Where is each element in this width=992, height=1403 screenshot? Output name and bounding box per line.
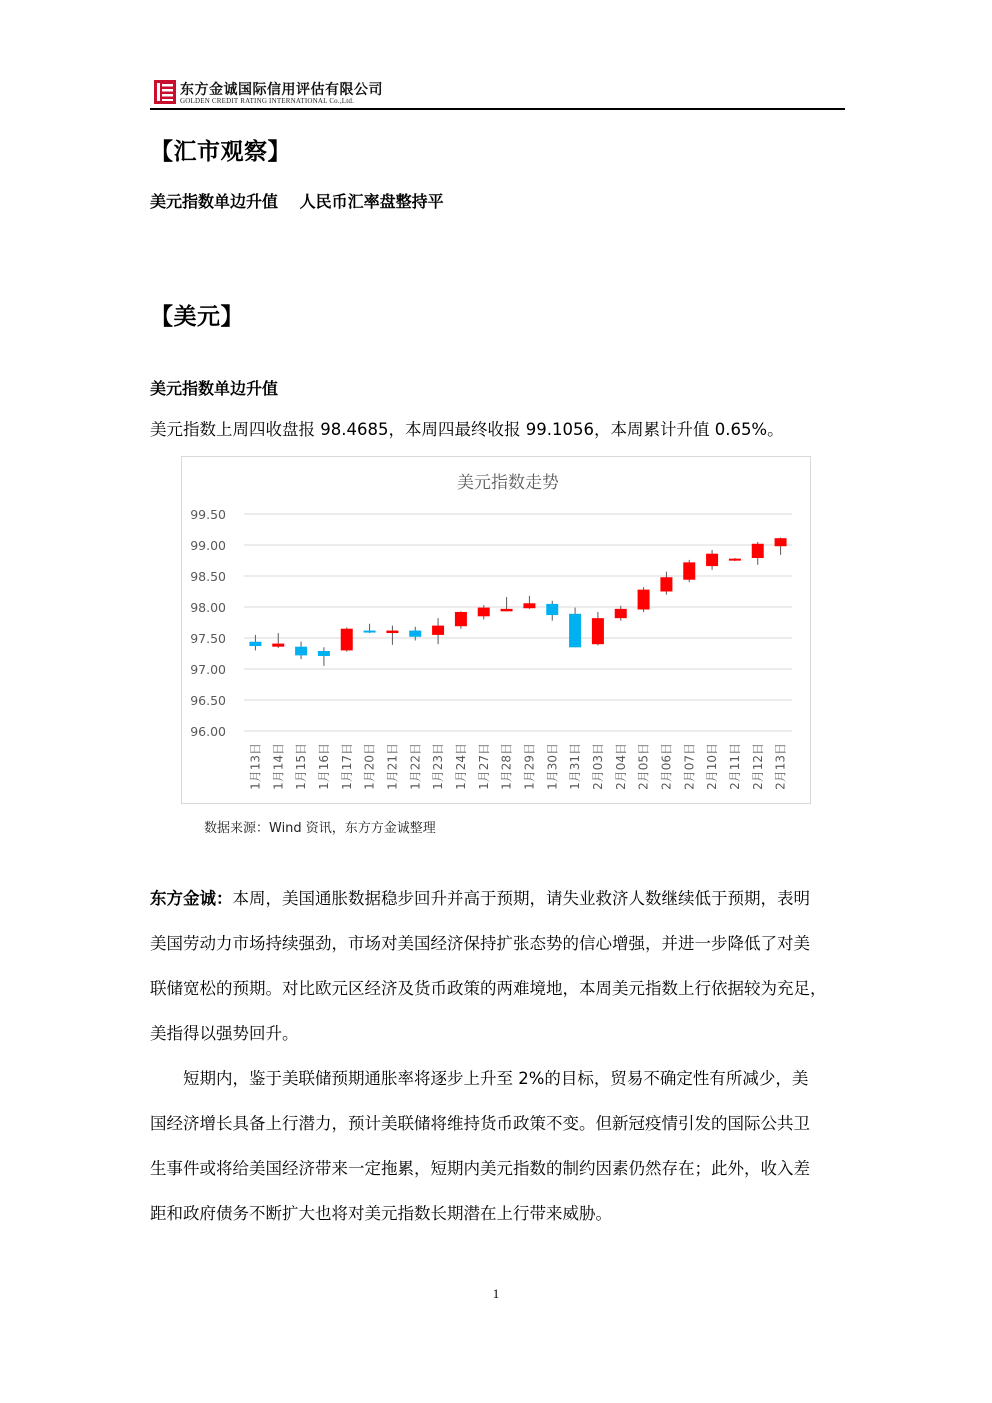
candle-body [523,603,535,608]
commentary-paragraph-1 [150,876,844,1056]
y-tick-label: 98.00 [190,600,226,615]
candle-body [501,609,513,611]
x-tick-label: 1月24日 [453,743,468,790]
candle-body [752,544,764,558]
commentary-line: 美指得以强势回升。 [150,1024,299,1043]
x-tick-label: 2月07日 [682,743,697,790]
candle-body [409,631,421,637]
candle-body [615,609,627,618]
y-tick-label: 97.50 [190,631,226,646]
x-tick-label: 2月03日 [590,743,605,790]
chart-title: 美元指数走势 [457,473,559,493]
candle-body [478,608,490,617]
commentary-line: 美国劳动力市场持续强劲，市场对美国经济保持扩张态势的信心增强，并进一步降低了对美 [150,934,810,953]
x-tick-label: 1月22日 [408,743,423,790]
section-title-fx: 【汇市观察】 [150,139,291,165]
candle-body [638,590,650,610]
x-tick-label: 2月13日 [773,743,788,790]
candle-body [432,626,444,635]
x-tick-label: 1月17日 [339,743,354,790]
candle-body [706,554,718,566]
x-tick-label: 1月29日 [522,743,537,790]
commentary-line: 生事件或将给美国经济带来一定拖累，短期内美元指数的制约因素仍然存在；此外，收入差 [150,1159,810,1178]
candle-body [592,618,604,644]
section-subtitle-usd: 美元指数单边升值 [150,379,279,398]
x-tick-label: 2月11日 [727,743,742,790]
x-tick-label: 1月27日 [476,743,491,790]
section-title-usd: 【美元】 [150,304,244,330]
candle-body [455,612,467,626]
candle-body [569,614,581,647]
x-tick-label: 2月05日 [636,743,651,790]
commentary-line: 短期内，鉴于美联储预期通胀率将逐步上升至 2%的目标，贸易不确定性有所减少，美 [183,1069,809,1088]
x-tick-label: 1月21日 [385,743,400,790]
x-tick-label: 1月20日 [362,743,377,790]
x-tick-label: 2月12日 [750,743,765,790]
x-tick-label: 2月06日 [659,743,674,790]
candle-body [364,631,376,633]
x-tick-label: 2月04日 [613,743,628,790]
y-tick-label: 98.50 [190,569,226,584]
candle-body [546,604,558,615]
section-subtitle-fx: 美元指数单边升值 人民币汇率盘整持平 [150,192,444,211]
candle-body [318,651,330,656]
commentary-line: 距和政府债务不断扩大也将对美元指数长期潜在上行带来威胁。 [150,1204,612,1223]
commentary-line [150,876,844,921]
x-tick-label: 1月13日 [248,743,263,790]
candle-body [386,631,398,633]
usd-intro-text: 美元指数上周四收盘报 98.4685，本周四最终收报 99.1056，本周累计升值 0.65%。 [150,420,784,439]
candle-body [249,642,261,646]
x-tick-label: 1月31日 [568,743,583,790]
y-tick-label: 96.00 [190,724,226,739]
candle-body [660,577,672,591]
candle-body [775,538,787,546]
commentary-text: 本周，美国通胀数据稳步回升并高于预期，请失业救济人数继续低于预期，表明 [232,889,810,908]
header-divider [150,108,845,110]
x-tick-label: 2月10日 [705,743,720,790]
candle-body [683,562,695,579]
commentary-line: 联储宽松的预期。对比欧元区经济及货币政策的两难境地，本周美元指数上行依据较为充足， [150,979,827,998]
commentary-paragraph-2 [150,1056,844,1236]
page-header [150,76,845,110]
usd-index-chart [181,456,811,804]
company-name-en: GOLDEN CREDIT RATING INTERNATIONAL Co.,Ltd. [180,97,355,105]
x-tick-label: 1月28日 [499,743,514,790]
x-tick-label: 1月23日 [431,743,446,790]
company-name-cn: 东方金诚国际信用评估有限公司 [180,82,383,98]
y-tick-label: 99.50 [190,507,226,522]
y-tick-label: 96.50 [190,693,226,708]
x-tick-label: 1月15日 [294,743,309,790]
y-tick-label: 99.00 [190,538,226,553]
y-tick-label: 97.00 [190,662,226,677]
candle-body [272,644,284,647]
candle-body [341,629,353,651]
page-number: 1 [492,1286,500,1301]
candle-body [729,559,741,561]
usd-index-chart-svg [182,457,810,803]
candle-body [295,647,307,656]
chart-source-note: 数据来源：Wind 资讯，东方方金诚整理 [204,821,436,836]
x-tick-label: 1月30日 [545,743,560,790]
x-tick-label: 1月14日 [271,743,286,790]
commentary-line: 国经济增长具备上行潜力，预计美联储将维持货币政策不变。但新冠疫情引发的国际公共卫 [150,1114,810,1133]
commentary-label: 东方金诚： [150,889,233,908]
company-logo-icon [154,80,176,104]
x-tick-label: 1月16日 [316,743,331,790]
